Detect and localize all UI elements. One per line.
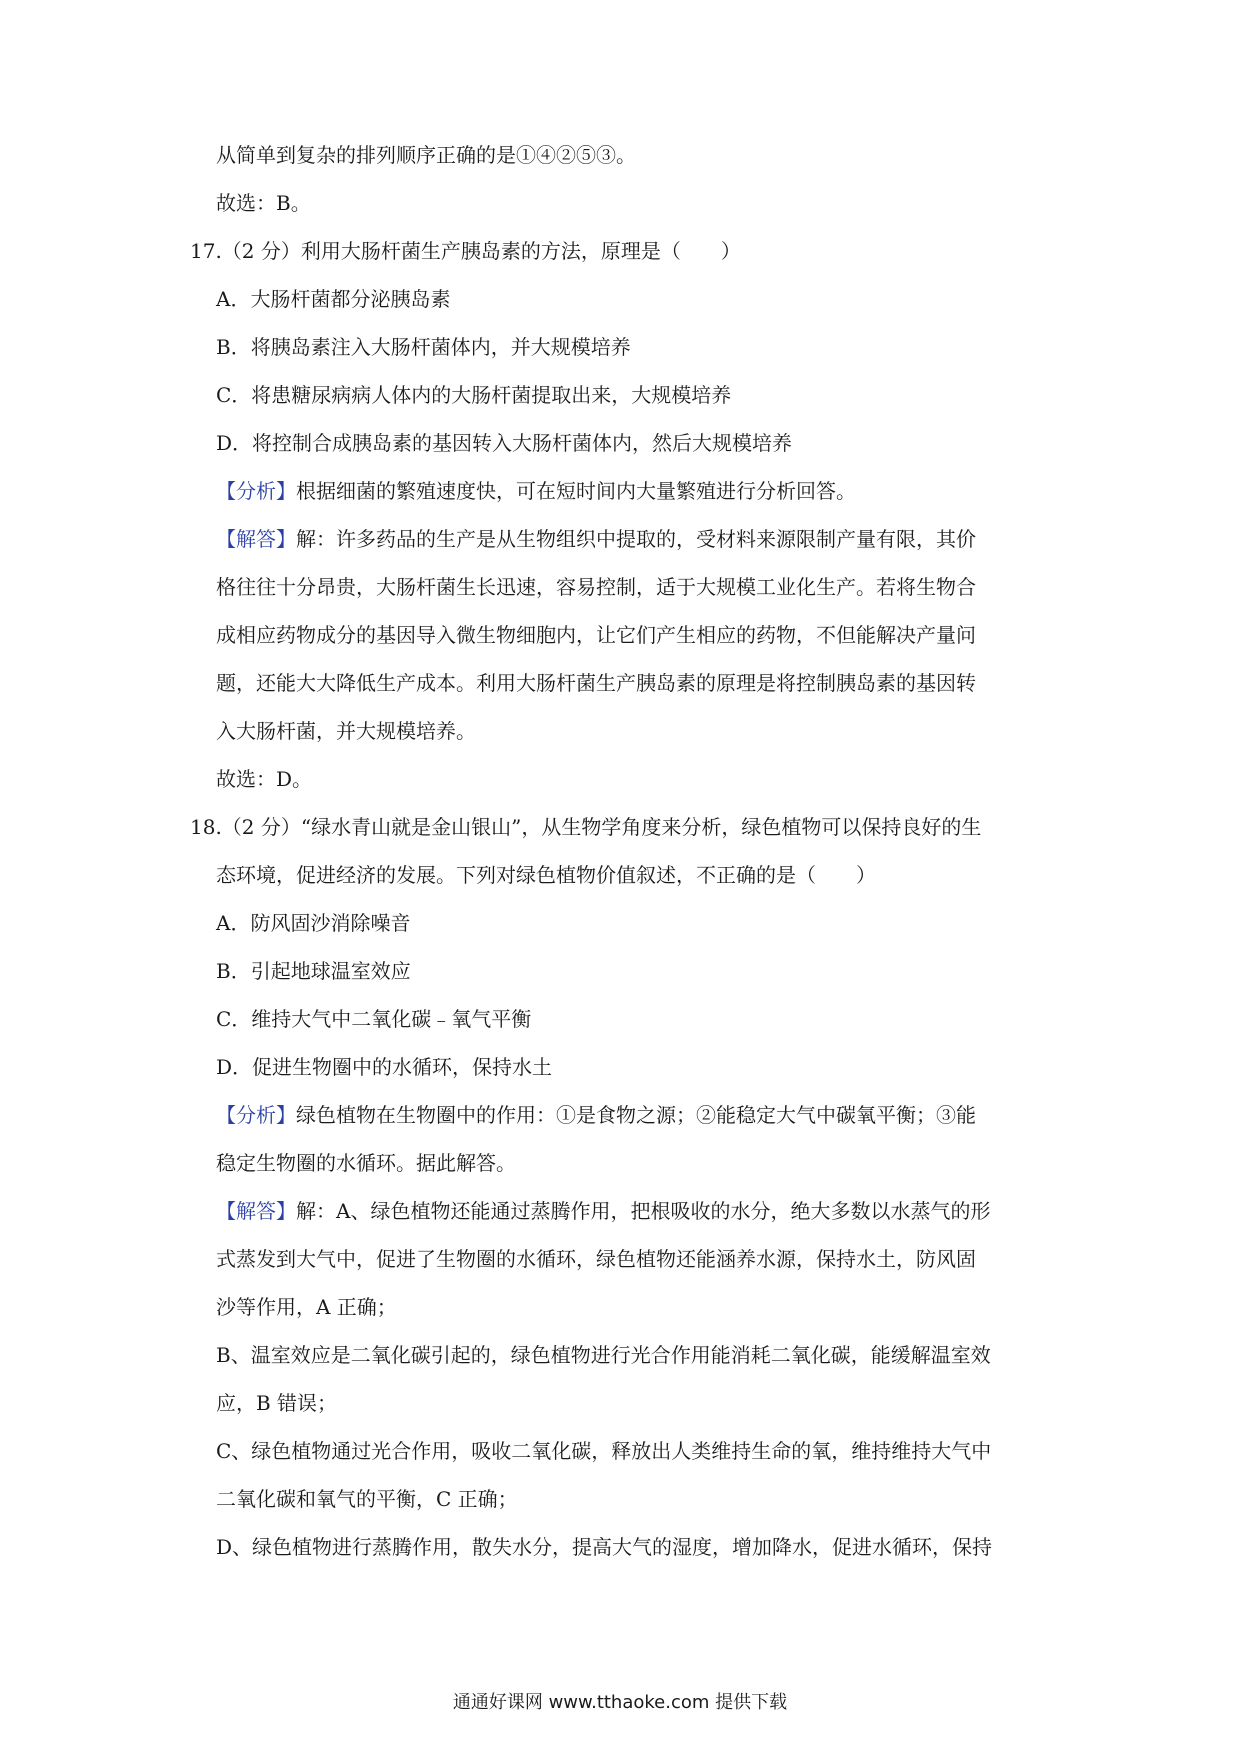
q17-solution-line: 题，还能大大降低生产成本。利用大肠杆菌生产胰岛素的原理是将控制胰岛素的基因转 bbox=[216, 671, 976, 695]
q17-solution-line bbox=[216, 524, 976, 554]
q17-stem: 17.（2 分）利用大肠杆菌生产胰岛素的方法，原理是（ ） bbox=[190, 239, 741, 263]
q18-solution-line: 应，B 错误； bbox=[216, 1391, 338, 1415]
q17-option-d: D．将控制合成胰岛素的基因转入大肠杆菌体内，然后大规模培养 bbox=[216, 431, 793, 455]
q18-option-c: C．维持大气中二氧化碳﹣氧气平衡 bbox=[216, 1007, 532, 1031]
q18-solution-line: B、温室效应是二氧化碳引起的，绿色植物进行光合作用能消耗二氧化碳，能缓解温室效 bbox=[216, 1343, 991, 1367]
q18-solution-line: 沙等作用，A 正确； bbox=[216, 1295, 397, 1319]
q17-solution-line: 成相应药物成分的基因导入微生物细胞内，让它们产生相应的药物，不但能解决产量问 bbox=[216, 623, 976, 647]
q17-analysis bbox=[216, 476, 856, 506]
q18-analysis-line: 稳定生物圈的水循环。据此解答。 bbox=[216, 1151, 516, 1175]
q16-answer: 故选：B。 bbox=[216, 191, 311, 215]
q18-option-b: B．引起地球温室效应 bbox=[216, 959, 411, 983]
q18-option-a: A．防风固沙消除噪音 bbox=[216, 911, 411, 935]
q18-solution-line: 二氧化碳和氧气的平衡，C 正确； bbox=[216, 1487, 518, 1511]
solution-text: 解：许多药品的生产是从生物组织中提取的，受材料来源限制产量有限，其价 bbox=[296, 527, 976, 551]
q18-stem: 态环境，促进经济的发展。下列对绿色植物价值叙述，不正确的是（ ） bbox=[216, 863, 876, 887]
q18-solution-line: D、绿色植物进行蒸腾作用，散失水分，提高大气的湿度，增加降水，促进水循环，保持 bbox=[216, 1535, 993, 1559]
q18-stem: 18.（2 分）“绿水青山就是金山银山”，从生物学角度来分析，绿色植物可以保持良好的生 bbox=[190, 815, 982, 839]
q18-analysis bbox=[216, 1100, 976, 1130]
q17-option-b: B．将胰岛素注入大肠杆菌体内，并大规模培养 bbox=[216, 335, 631, 359]
q17-solution-line: 入大肠杆菌，并大规模培养。 bbox=[216, 719, 476, 743]
page-footer: 通通好课网 www.tthaoke.com 提供下载 bbox=[452, 1692, 788, 1713]
analysis-tag: 【分析】 bbox=[216, 479, 296, 503]
q17-answer: 故选：D。 bbox=[216, 767, 313, 791]
solution-text: 解：A、绿色植物还能通过蒸腾作用，把根吸收的水分，绝大多数以水蒸气的形 bbox=[296, 1199, 991, 1223]
analysis-text: 根据细菌的繁殖速度快，可在短时间内大量繁殖进行分析回答。 bbox=[296, 479, 856, 503]
analysis-tag: 【分析】 bbox=[216, 1103, 296, 1127]
analysis-text: 绿色植物在生物圈中的作用：①是食物之源；②能稳定大气中碳氧平衡；③能 bbox=[296, 1103, 976, 1127]
q18-solution-line bbox=[216, 1196, 990, 1226]
q17-option-c: C．将患糖尿病病人体内的大肠杆菌提取出来，大规模培养 bbox=[216, 383, 732, 407]
q18-solution-line: 式蒸发到大气中，促进了生物圈的水循环，绿色植物还能涵养水源，保持水土，防风固 bbox=[216, 1247, 976, 1271]
q16-conclusion: 从简单到复杂的排列顺序正确的是①④②⑤③。 bbox=[216, 143, 636, 167]
q17-solution-line: 格往往十分昂贵，大肠杆菌生长迅速，容易控制，适于大规模工业化生产。若将生物合 bbox=[216, 575, 976, 599]
q18-option-d: D．促进生物圈中的水循环，保持水土 bbox=[216, 1055, 553, 1079]
q18-solution-line: C、绿色植物通过光合作用，吸收二氧化碳，释放出人类维持生命的氧，维持维持大气中 bbox=[216, 1439, 992, 1463]
solution-tag: 【解答】 bbox=[216, 1199, 296, 1223]
q17-option-a: A．大肠杆菌都分泌胰岛素 bbox=[216, 287, 451, 311]
solution-tag: 【解答】 bbox=[216, 527, 296, 551]
